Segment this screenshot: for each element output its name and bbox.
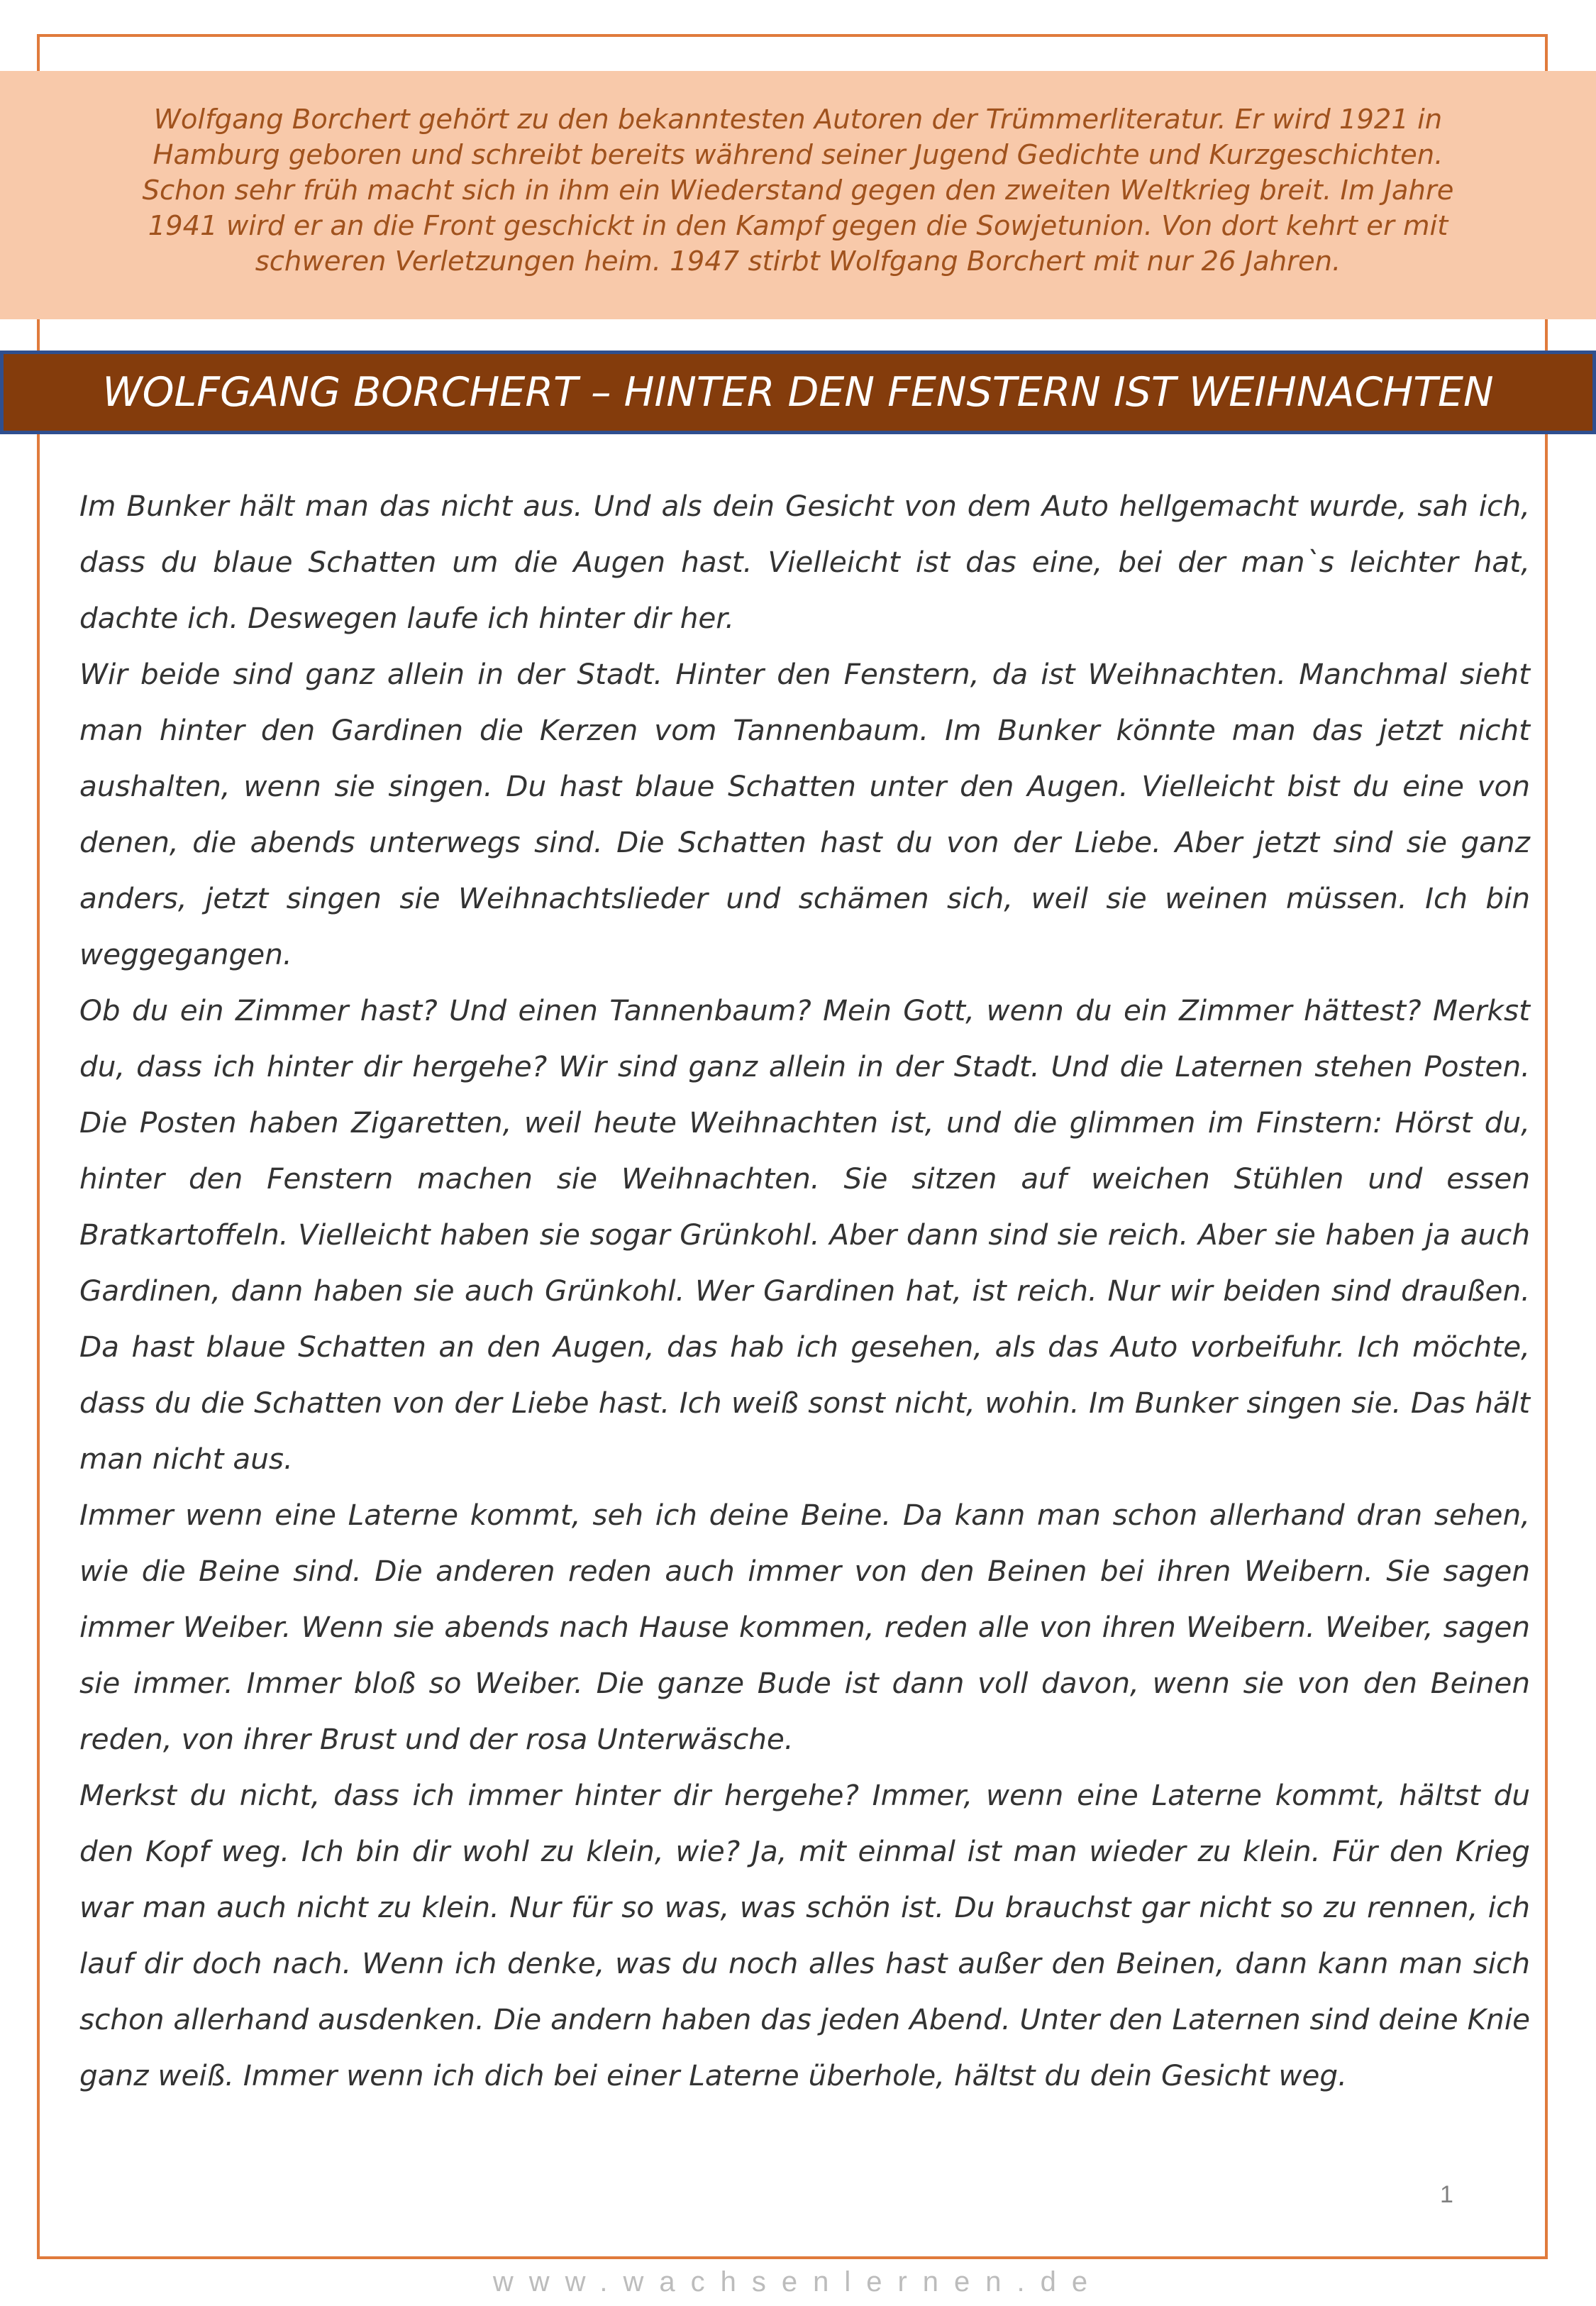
story-text xyxy=(79,478,1530,2104)
story-title: WOLFGANG BORCHERT – HINTER DEN FENSTERN IST WEIHNACHTEN xyxy=(102,369,1494,416)
author-intro-text: Wolfgang Borchert gehört zu den bekanntesten Autoren der Trümmerliteratur. Er wird 1921 in Hamburg geboren und schreibt bereits während seiner Jugend Gedichte und Kurzgeschichten. Schon sehr früh macht sich in ihm ein Wiederstand gegen den zweiten Weltkrieg breit. Im Jahre 1941 wird er an die Front geschickt in den Kampf gegen die Sowjetunion. Von dort kehrt er mit schweren Verletzungen heim. 1947 stirbt Wolfgang Borchert mit nur 26 Jahren. xyxy=(142,104,1454,277)
title-bar xyxy=(0,351,1596,434)
page-number: 1 xyxy=(1440,2181,1453,2208)
story-paragraph: Wir beide sind ganz allein in der Stadt. Hinter den Fenstern, da ist Weihnachten. Manchmal sieht man hinter den Gardinen die Kerzen vom Tannenbaum. Im Bunker könnte man das jetzt nicht aushalten, wenn sie singen. Du hast blaue Schatten unter den Augen. Vielleicht bist du eine von denen, die abends unterwegs sind. Die Schatten hast du von der Liebe. Aber jetzt sind sie ganz anders, jetzt singen sie Weihnachtslieder und schämen sich, weil sie weinen müssen. Ich bin weggegangen. xyxy=(79,657,1530,971)
story-paragraph: Immer wenn eine Laterne kommt, seh ich deine Beine. Da kann man schon allerhand dran sehen, wie die Beine sind. Die anderen reden auch immer von den Beinen bei ihren Weibern. Sie sagen immer Weiber. Wenn sie abends nach Hause kommen, reden alle von ihren Weibern. Weiber, sagen sie immer. Immer bloß so Weiber. Die ganze Bude ist dann voll davon, wenn sie von den Beinen reden, von ihrer Brust und der rosa Unterwäsche. xyxy=(79,1498,1530,1756)
story-paragraph: Ob du ein Zimmer hast? Und einen Tannenbaum? Mein Gott, wenn du ein Zimmer hättest? Merkst du, dass ich hinter dir hergehe? Wir sind ganz allein in der Stadt. Und die Laternen stehen Posten. Die Posten haben Zigaretten, weil heute Weihnachten ist, und die glimmen im Finstern: Hörst du, hinter den Fenstern machen sie Weihnachten. Sie sitzen auf weichen Stühlen und essen Bratkartoffeln. Vielleicht haben sie sogar Grünkohl. Aber dann sind sie reich. Aber sie haben ja auch Gardinen, dann haben sie auch Grünkohl. Wer Gardinen hat, ist reich. Nur wir beiden sind draußen. Da hast blaue Schatten an den Augen, das hab ich gesehen, als das Auto vorbeifuhr. Ich möchte, dass du die Schatten von der Liebe hast. Ich weiß sonst nicht, wohin. Im Bunker singen sie. Das hält man nicht aus. xyxy=(79,993,1530,1476)
story-paragraph: Im Bunker hält man das nicht aus. Und als dein Gesicht von dem Auto hellgemacht wurde, sah ich, dass du blaue Schatten um die Augen hast. Vielleicht ist das eine, bei der man`s leichter hat, dachte ich. Deswegen laufe ich hinter dir her. xyxy=(79,489,1530,635)
footer-website-link[interactable]: www.wachsenlernen.de xyxy=(492,2266,1104,2297)
author-intro-box xyxy=(0,71,1596,319)
story-paragraph: Merkst du nicht, dass ich immer hinter dir hergehe? Immer, wenn eine Laterne kommt, hältst du den Kopf weg. Ich bin dir wohl zu klein, wie? Ja, mit einmal ist man wieder zu klein. Für den Krieg war man auch nicht zu klein. Nur für so was, was schön ist. Du brauchst gar nicht so zu rennen, ich lauf dir doch nach. Wenn ich denke, was du noch alles hast außer den Beinen, dann kann man sich schon allerhand ausdenken. Die andern haben das jeden Abend. Unter den Laternen sind deine Knie ganz weiß. Immer wenn ich dich bei einer Laterne überhole, hältst du dein Gesicht weg. xyxy=(79,1778,1530,2092)
